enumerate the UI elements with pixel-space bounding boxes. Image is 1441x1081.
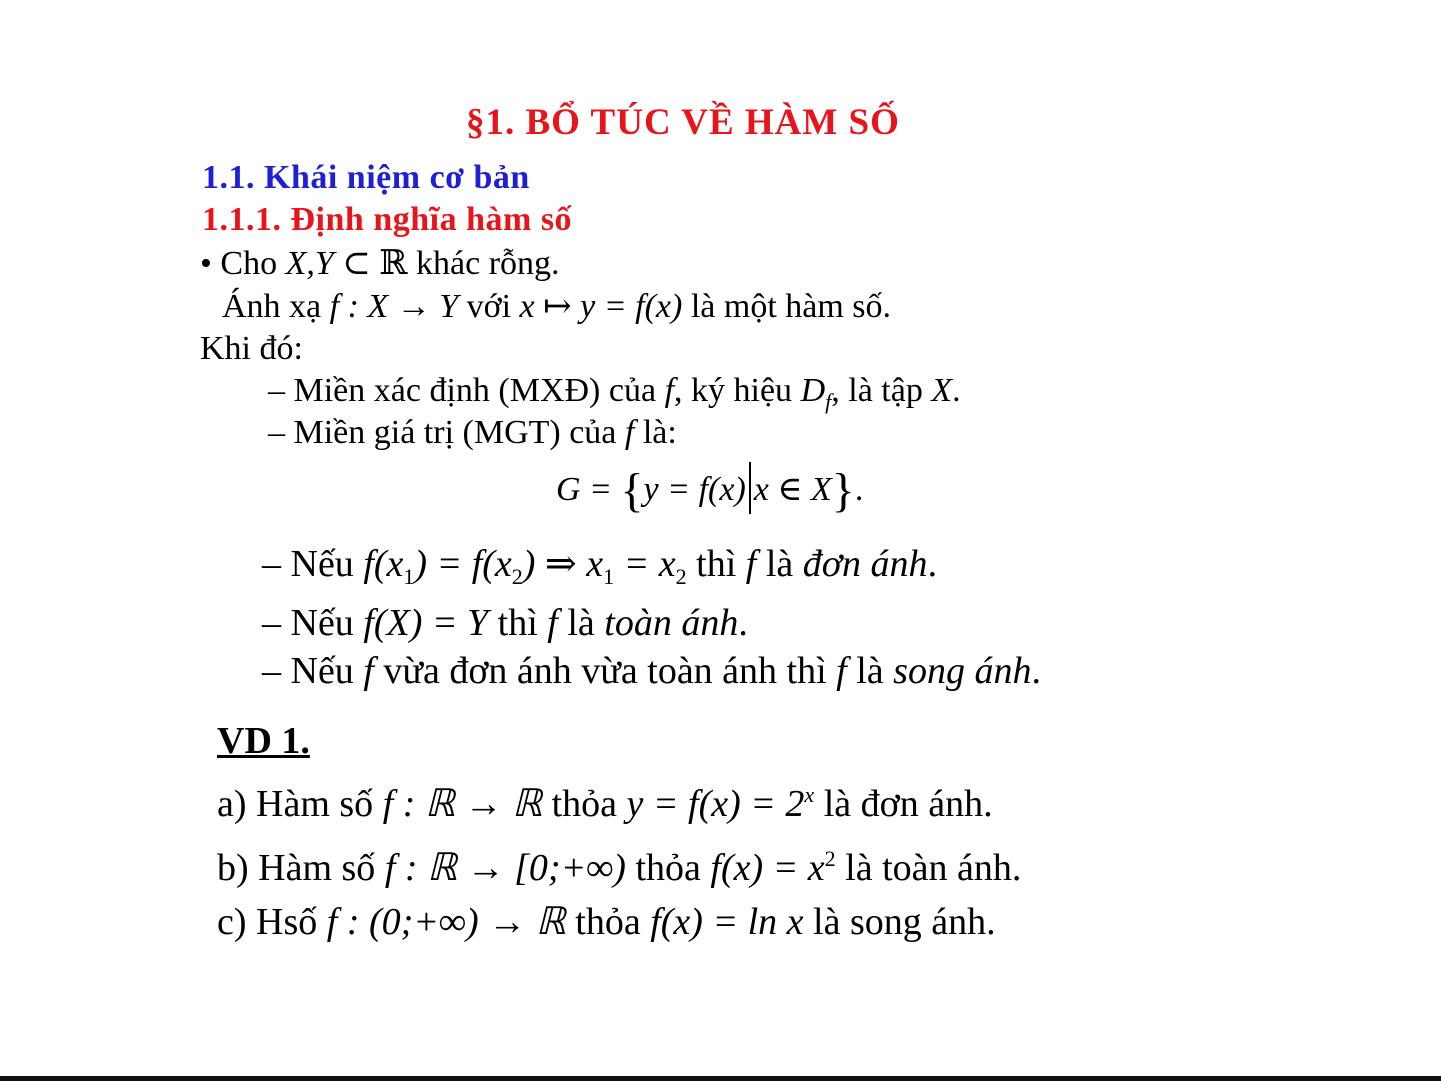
text: • Cho (200, 245, 286, 282)
text: thì (686, 543, 746, 585)
text: là: (634, 414, 677, 451)
text: là đơn ánh. (814, 783, 993, 825)
math-sets: X,Y (285, 245, 334, 282)
slide-title: §1. BỔ TÚC VỀ HÀM SỐ (466, 102, 900, 143)
text: thỏa (542, 783, 627, 825)
term-bijective: song ánh (893, 650, 1032, 692)
example-label: VD 1. (217, 720, 310, 762)
math-f: f (363, 650, 374, 692)
text: , ký hiệu (674, 372, 801, 409)
text: . (952, 372, 961, 409)
definition-line-3: Khi đó: (200, 330, 303, 367)
text: là một hàm số. (682, 288, 892, 325)
injective-line (262, 541, 937, 590)
math-map: f : ℝ → ℝ (382, 783, 543, 825)
section-heading: 1.1. Khái niệm cơ bản (202, 159, 530, 196)
math-sub: 1 (603, 564, 615, 589)
math-sup: x (804, 782, 815, 807)
text: vừa đơn ánh vừa toàn ánh thì (373, 650, 837, 692)
math-f: f (664, 372, 675, 409)
math-f: f (836, 650, 847, 692)
brace-close: } (831, 464, 855, 517)
range-formula (556, 462, 863, 518)
math-f: f (547, 602, 558, 644)
text: – Nếu (262, 602, 364, 644)
subsection-heading: 1.1.1. Định nghĩa hàm số (202, 201, 573, 238)
text: . (854, 471, 864, 508)
divider-bar (749, 462, 751, 514)
text: – Miền giá trị (MGT) của (268, 414, 625, 451)
brace-open: { (620, 464, 644, 517)
text: là (557, 602, 605, 644)
text: Ánh xạ (222, 288, 330, 325)
term-surjective: toàn ánh (604, 602, 739, 644)
text: là song ánh. (803, 901, 996, 943)
math-left: y = f(x) (643, 471, 746, 508)
math-g: G = (556, 471, 621, 508)
example-b (217, 845, 1021, 890)
math-subset: ⊂ ℝ (333, 245, 417, 282)
math-part: ) ⇒ x (522, 543, 604, 585)
text: là toàn ánh. (835, 847, 1022, 889)
math-part: ) = f(x (414, 543, 512, 585)
example-a (217, 781, 993, 826)
text: thì (488, 602, 548, 644)
text: thỏa (565, 901, 651, 943)
math-expr: f(x) = x (710, 847, 825, 889)
definition-line-2 (222, 286, 891, 326)
definition-line-1 (200, 243, 560, 283)
math-sub: 2 (675, 564, 687, 589)
math-expr: f(x) = ln x (650, 901, 804, 943)
text: a) Hàm số (217, 783, 383, 825)
text: khác rỗng. (416, 245, 560, 282)
math-d: D (800, 372, 826, 409)
text: . (738, 602, 748, 644)
math-map: f : ℝ → [0;+∞) (384, 847, 626, 889)
math-f: f (624, 414, 635, 451)
math-x: X (931, 372, 953, 409)
text: với (458, 288, 520, 325)
text: là (756, 543, 803, 585)
domain-line (268, 372, 961, 415)
text: – Miền xác định (MXĐ) của (268, 372, 665, 409)
text: là (846, 650, 894, 692)
surjective-line (262, 601, 748, 645)
math-expr: f(X) = Y (363, 602, 489, 644)
text: – Nếu (262, 650, 364, 692)
text: b) Hàm số (217, 847, 385, 889)
math-expr: y = f(x) = 2 (626, 783, 805, 825)
range-line (268, 414, 677, 452)
math-f: f (745, 543, 757, 585)
math-right: x ∈ X (753, 471, 832, 508)
math-part: f(x (363, 543, 404, 585)
bottom-border (0, 1076, 1441, 1081)
text: c) Hsố (217, 901, 327, 943)
term-injective: đơn ánh (802, 543, 928, 585)
text: , là tập (831, 372, 932, 409)
math-d-sub: f (825, 389, 832, 414)
math-map: f : X → Y (329, 288, 459, 325)
text: . (1031, 650, 1041, 692)
math-sub: 1 (403, 564, 415, 589)
example-c (217, 899, 996, 944)
text: . (927, 543, 938, 585)
math-sub: 2 (511, 564, 523, 589)
text: thỏa (625, 847, 711, 889)
text: – Nếu (262, 543, 364, 585)
math-map: f : (0;+∞) → ℝ (326, 901, 566, 943)
math-part: = x (614, 543, 676, 585)
math-expr: x ↦ y = f(x) (519, 288, 683, 325)
math-sup: 2 (824, 846, 836, 871)
bijective-line (262, 649, 1041, 693)
